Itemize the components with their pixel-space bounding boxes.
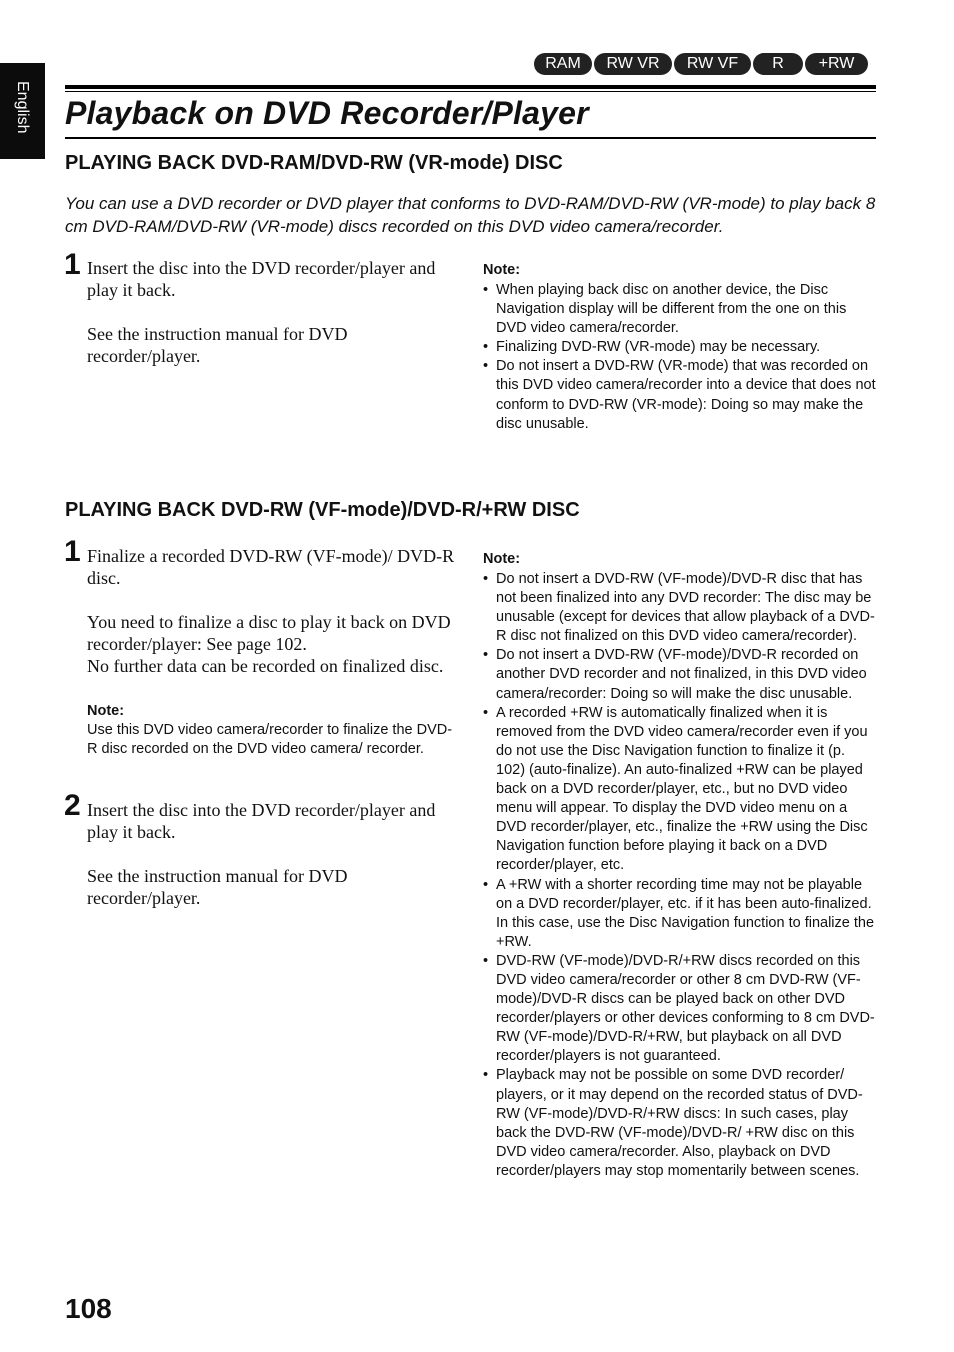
step-body — [87, 257, 457, 367]
step-body — [87, 545, 457, 677]
title-underline — [65, 137, 876, 139]
note-text: Use this DVD video camera/recorder to finalize the DVD-R disc recorded on the DVD video camera/ recorder. — [87, 722, 453, 758]
step-detail: No further data can be recorded on finalized disc. — [87, 656, 444, 676]
note-label: Note: — [483, 551, 521, 567]
inline-note — [87, 702, 457, 759]
note-label: Note: — [87, 703, 125, 719]
step-instruction: Insert the disc into the DVD recorder/player and play it back. — [87, 800, 436, 842]
step-number: 1 — [64, 248, 81, 281]
language-tab — [0, 63, 45, 159]
step-instruction: Finalize a recorded DVD-RW (VF-mode)/ DVD-R disc. — [87, 546, 455, 588]
badge-ram: RAM — [534, 53, 592, 75]
note-item: • Do not insert a DVD-RW (VF-mode)/DVD-R recorded on another DVD recorder and not finalized, in this DVD video camera/recorder: Doing so will make the disc unusable. — [483, 646, 878, 703]
badge-plus-rw: +RW — [805, 53, 868, 75]
badge-rw-vr: RW VR — [594, 53, 672, 75]
title-rule-thick — [65, 85, 876, 89]
note-box — [483, 550, 878, 1181]
page-number: 108 — [65, 1293, 112, 1324]
step-detail: See the instruction manual for DVD recorder/player. — [87, 866, 348, 908]
step-detail: See the instruction manual for DVD recorder/player. — [87, 324, 348, 366]
note-list — [483, 570, 878, 1181]
note-item: • Do not insert a DVD-RW (VF-mode)/DVD-R disc that has not been finalized into any DVD recorder: The disc may be unusable (except for devices that allow playback of a DVD-R disc not finalized on this DVD video camera/recorder). — [483, 570, 878, 646]
section-heading-vr-mode: PLAYING BACK DVD-RAM/DVD-RW (VR-mode) DISC — [65, 152, 563, 174]
note-item: • DVD-RW (VF-mode)/DVD-R/+RW discs recorded on this DVD video camera/recorder or other 8 cm DVD-RW (VF-mode)/DVD-R discs can be played back on other DVD recorder/players or other devices conforming to 8 cm DVD-RW (VF-mode)/DVD-R/+RW, but playback on all DVD recorder/players is not guaranteed. — [483, 952, 878, 1067]
section-intro: You can use a DVD recorder or DVD player that conforms to DVD-RAM/DVD-RW (VR-mode) to play back 8 cm DVD-RAM/DVD-RW (VR-mode) discs recorded on this DVD video camera/recorder. — [65, 194, 876, 236]
note-box — [483, 261, 878, 434]
note-item: • A recorded +RW is automatically finalized when it is removed from the DVD video camera/recorder even if you do not use the Disc Navigation function to finalize it (p. 102) (auto-finalize). An auto-finalized +RW can be played back on a DVD recorder/player, etc., but no DVD video menu will appear. To display the DVD video menu on a DVD recorder/player, etc., finalize the +RW using the Disc Navigation function before playing it back on a DVD recorder/player, etc. — [483, 704, 878, 876]
step-instruction: Insert the disc into the DVD recorder/player and play it back. — [87, 258, 436, 300]
section-heading-vf-mode: PLAYING BACK DVD-RW (VF-mode)/DVD-R/+RW DISC — [65, 499, 580, 521]
page-title: Playback on DVD Recorder/Player — [65, 95, 589, 131]
note-item: • Playback may not be possible on some DVD recorder/ players, or it may depend on the recorded status of DVD-RW (VF-mode)/DVD-R/+RW discs: In such cases, play back the DVD-RW (VF-mode)/DVD-R/ +RW disc on this DVD video camera/recorder. Also, playback on DVD recorder/players may stop momentarily between scenes. — [483, 1066, 878, 1181]
disc-type-badges — [534, 53, 868, 75]
badge-r: R — [753, 53, 803, 75]
note-list — [483, 281, 878, 434]
title-rule-thin — [65, 91, 876, 92]
note-item: • When playing back disc on another device, the Disc Navigation display will be different from the one on this DVD video camera/recorder. — [483, 281, 878, 338]
note-label: Note: — [483, 262, 521, 278]
note-item: • Do not insert a DVD-RW (VR-mode) that was recorded on this DVD video camera/recorder into a device that does not conform to DVD-RW (VR-mode): Doing so may make the disc unusable. — [483, 357, 878, 433]
language-tab-label: English — [14, 81, 31, 134]
step-body — [87, 799, 457, 909]
step-number: 2 — [64, 789, 81, 822]
note-item: • A +RW with a shorter recording time may not be playable on a DVD recorder/player, etc. if it has been auto-finalized. In this case, use the Disc Navigation function to finalize the +RW. — [483, 876, 878, 952]
step-number: 1 — [64, 535, 81, 568]
step-detail: You need to finalize a disc to play it back on DVD recorder/player: See page 102. — [87, 612, 451, 654]
note-item: • Finalizing DVD-RW (VR-mode) may be necessary. — [483, 338, 878, 357]
badge-rw-vf: RW VF — [674, 53, 751, 75]
